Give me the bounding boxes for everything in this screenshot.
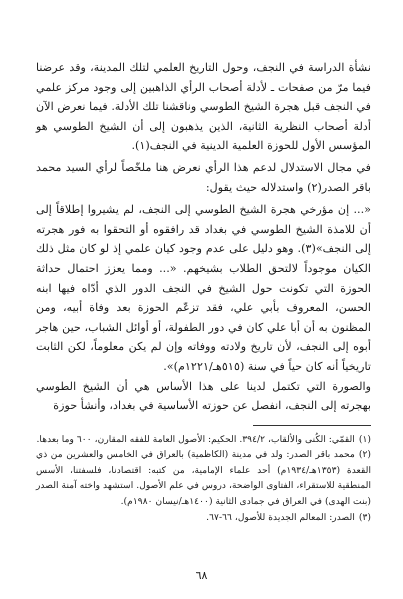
- footnote-text: محمد باقر الصدر: ولد في مدينة (الكاظمية) بالعراق في الخامس والعشرين من ذي القعدة (١٣٥٣هـ/١٩٣٤م) أحد علماء الإمامية، من كتبه: اقتصادنا، فلسفتنا، الأسس المنطقية للاستقراء، الفتاوى الواضحة، دروس في علم الأصول. استشهد واخته آمنة الصدر (بنت الهدى) في العراق في جمادى الثانية (١٤٠٠هـ/نيسان ١٩٨٠م).: [36, 449, 371, 508]
- paragraph-4: والصورة التي تكتمل لدينا على هذا الأساس هي أن الشيخ الطوسي بهجرته إلى النجف، انفصل عن حوزته الأساسية في بغداد، وأنشأ حوزة: [36, 379, 371, 413]
- footnotes: [36, 432, 371, 526]
- paragraph-1: نشأة الدراسة في النجف، وحول التاريخ العلمي لتلك المدينة، وقد عرضنا فيما مرّ من صفحات ـ لأدلة أصحاب الرأي الذاهبين إلى وجود مركز علمي في النجف قبل هجرة الشيخ الطوسي وناقشنا تلك الأدلة. فيما نعرض الآن أدلة أصحاب النظرية الثانية، الذين يذهبون إلى أن الشيخ الطوسي هو المؤسس الأول للحوزة العلمية الدينية في النجف(١).: [36, 61, 371, 153]
- footnote-number: (٢): [358, 449, 371, 461]
- footnote-number: (٣): [358, 511, 371, 523]
- footnote-1: [36, 432, 371, 448]
- main-text: [36, 58, 371, 416]
- footnote-3: [36, 510, 371, 526]
- footnote-text: القمّي: الكُنى والألقاب، ٣٩٤/٢. الحكيم: الأصول العامة للفقه المقارن، ٦٠٠ وما بعدها.: [36, 433, 355, 445]
- paragraph-2: في مجال الاستدلال لدعم هذا الرأي نعرض هنا ملخّصاً لرأي السيد محمد باقر الصدر(٢) واستدلاله حيث يقول:: [36, 160, 371, 194]
- page-number: ٦٨: [195, 569, 208, 582]
- footnote-divider: [253, 425, 371, 426]
- footnote-number: (١): [358, 433, 371, 445]
- footnote-text: الصدر: المعالم الجديدة للأصول، ٦٦-٦٧.: [206, 511, 355, 523]
- quoted-paragraph: «... إن مؤرخي هجرة الشيخ الطوسي إلى النجف، لم يشيروا إطلاقاً إلى أن للامذة الشيخ الطوسي في بغداد قد رافقوه أو التحقوا به فور هجرته إلى النجف»(٣). وهو دليل على عدم وجود كيان علمي إذ لو كان مثل ذلك الكيان موجوداً لالتحق الطلاب بشيخهم. «... ومما يعزز احتمال حداثة الحوزة التي تكونت حول الشيخ في النجف الدور الذي أدّاه فيها ابنه الحسن، المعروف بأبي علي، فقد تزعّم الحوزة بعد وفاة أبيه، ومن المظنون به أن أبا علي كان في دور الطفولة، أو أوائل الشباب، حين هاجر أبوه إلى النجف، لأن تاريخ ولادته ووفاته وإن لم يكن معلوماً، لكن الثابت تاريخياً أنه كان حياً في سنة (٥١٥هـ/١٢٢١م)».: [36, 203, 371, 373]
- footnote-2: [36, 447, 371, 509]
